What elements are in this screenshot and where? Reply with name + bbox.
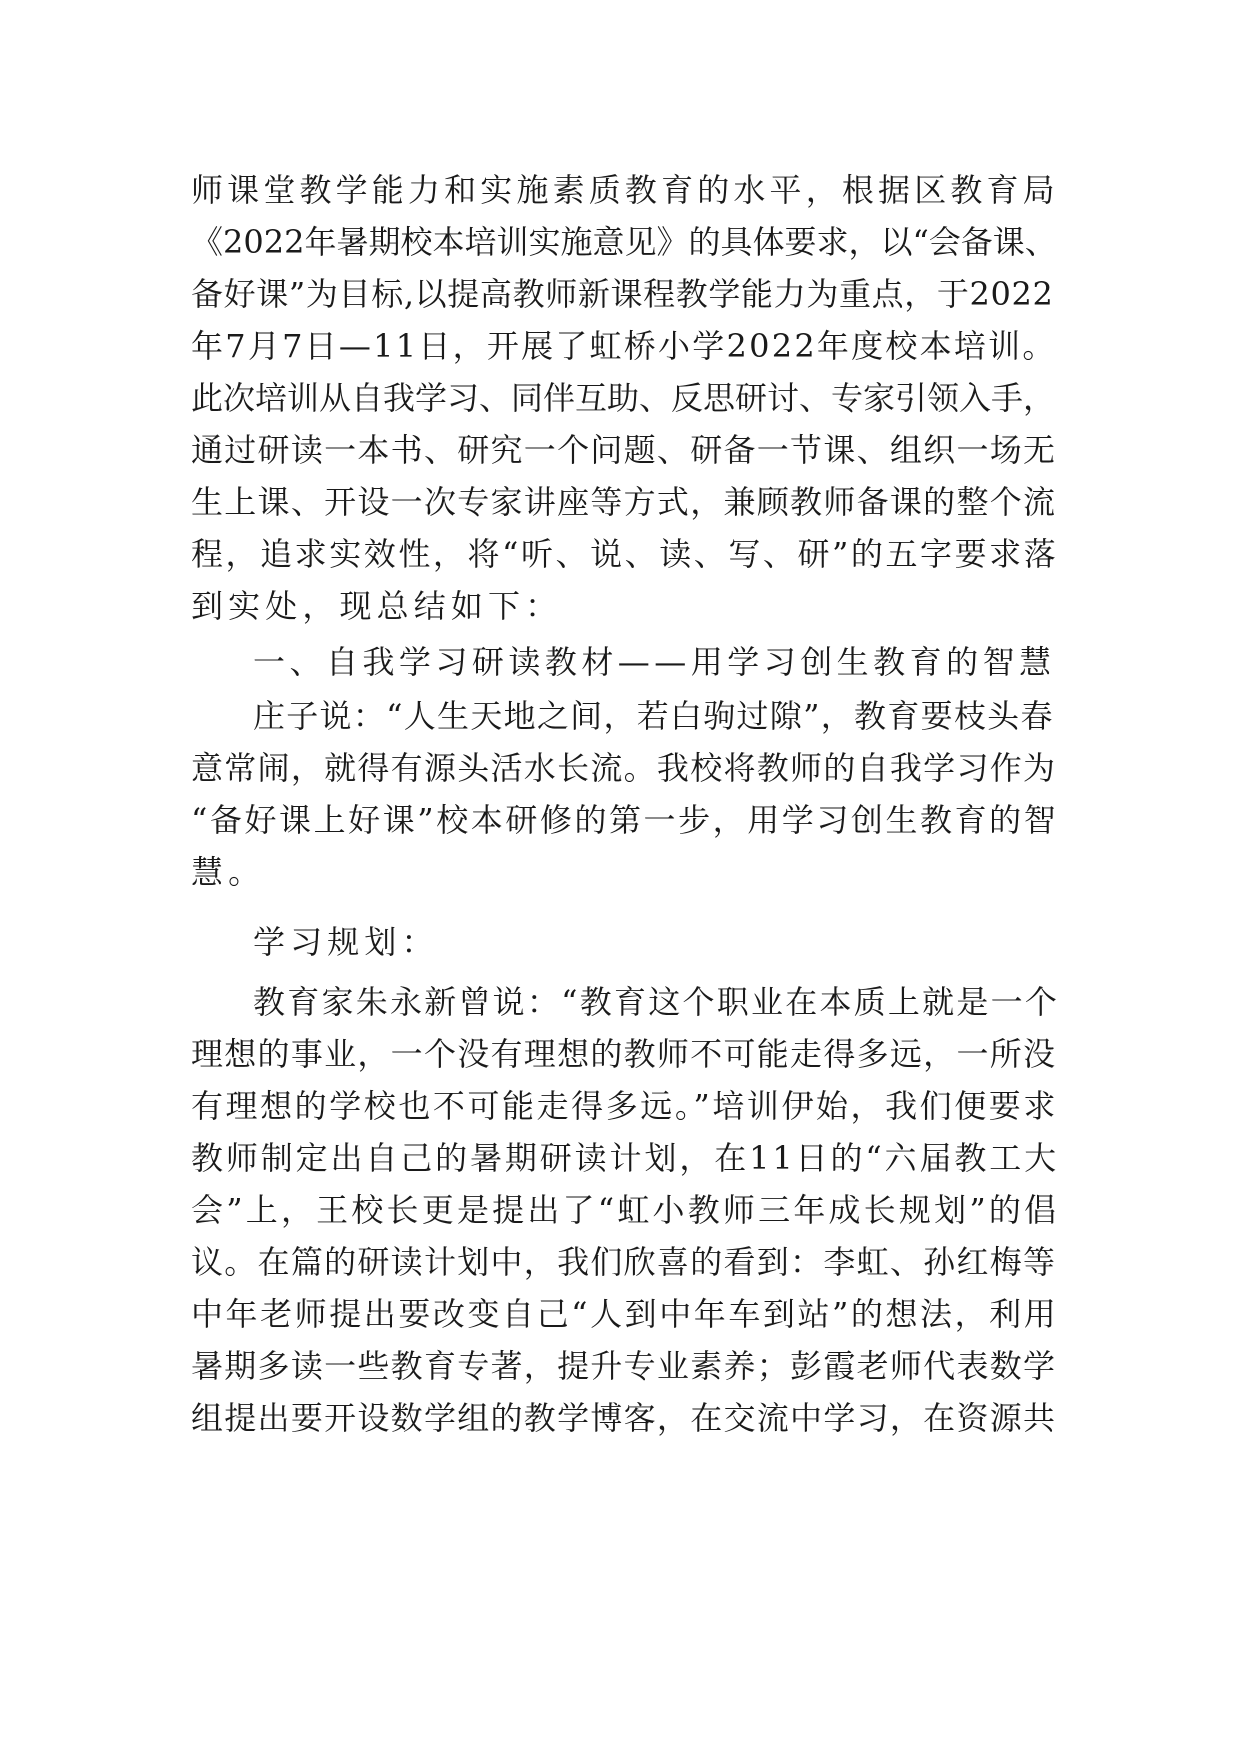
- text-line: 议。在篇的研读计划中，我们欣喜的看到：李虹、孙红梅等: [191, 1243, 1057, 1281]
- section-heading: 一、自我学习研读教材——用学习创生教育的智慧: [253, 643, 1056, 681]
- text-line: 意常闹，就得有源头活水长流。我校将教师的自我学习作为: [191, 749, 1057, 787]
- text-line: 程，追求实效性，将“听、说、读、写、研”的五字要求落: [191, 535, 1059, 573]
- text-line: 生上课、开设一次专家讲座等方式，兼顾教师备课的整个流: [191, 483, 1057, 521]
- text-line: 理想的事业，一个没有理想的教师不可能走得多远，一所没: [191, 1035, 1057, 1073]
- text-line: 暑期多读一些教育专著，提升专业素养；彭霞老师代表数学: [191, 1347, 1057, 1385]
- text-line: 备好课”为目标,以提高教师新课程教学能力为重点，于2022: [191, 275, 1054, 313]
- text-line: 组提出要开设数学组的教学博客，在交流中学习，在资源共: [191, 1399, 1057, 1437]
- text-line: 有理想的学校也不可能走得多远。”培训伊始，我们便要求: [191, 1087, 1058, 1125]
- text-line: 《2022年暑期校本培训实施意见》的具体要求，以“会备课、: [191, 223, 1057, 261]
- text-line: 此次培训从自我学习、同伴互助、反思研讨、专家引领入手，: [191, 379, 1056, 417]
- text-line: “备好课上好课”校本研修的第一步，用学习创生教育的智: [191, 801, 1059, 839]
- text-line: 通过研读一本书、研究一个问题、研备一节课、组织一场无: [191, 431, 1057, 469]
- text-line: 教师制定出自己的暑期研读计划，在11日的“六届教工大: [191, 1139, 1059, 1177]
- text-line: 庄子说：“人生天地之间，若白驹过隙”，教育要枝头春: [253, 697, 1054, 735]
- text-line: 会”上，王校长更是提出了“虹小教师三年成长规划”的倡: [191, 1191, 1060, 1229]
- text-line: 教育家朱永新曾说：“教育这个职业在本质上就是一个: [253, 983, 1060, 1021]
- text-line: 年7月7日—11日，开展了虹桥小学2022年度校本培训。: [191, 327, 1057, 365]
- text-line: 中年老师提出要改变自己“人到中年车到站”的想法，利用: [191, 1295, 1059, 1333]
- text-line: 师课堂教学能力和实施素质教育的水平，根据区教育局: [191, 171, 1059, 209]
- text-line: 到实处，现总结如下：: [191, 587, 563, 625]
- text-line: 慧。: [191, 853, 266, 891]
- subheading: 学习规划：: [253, 923, 439, 961]
